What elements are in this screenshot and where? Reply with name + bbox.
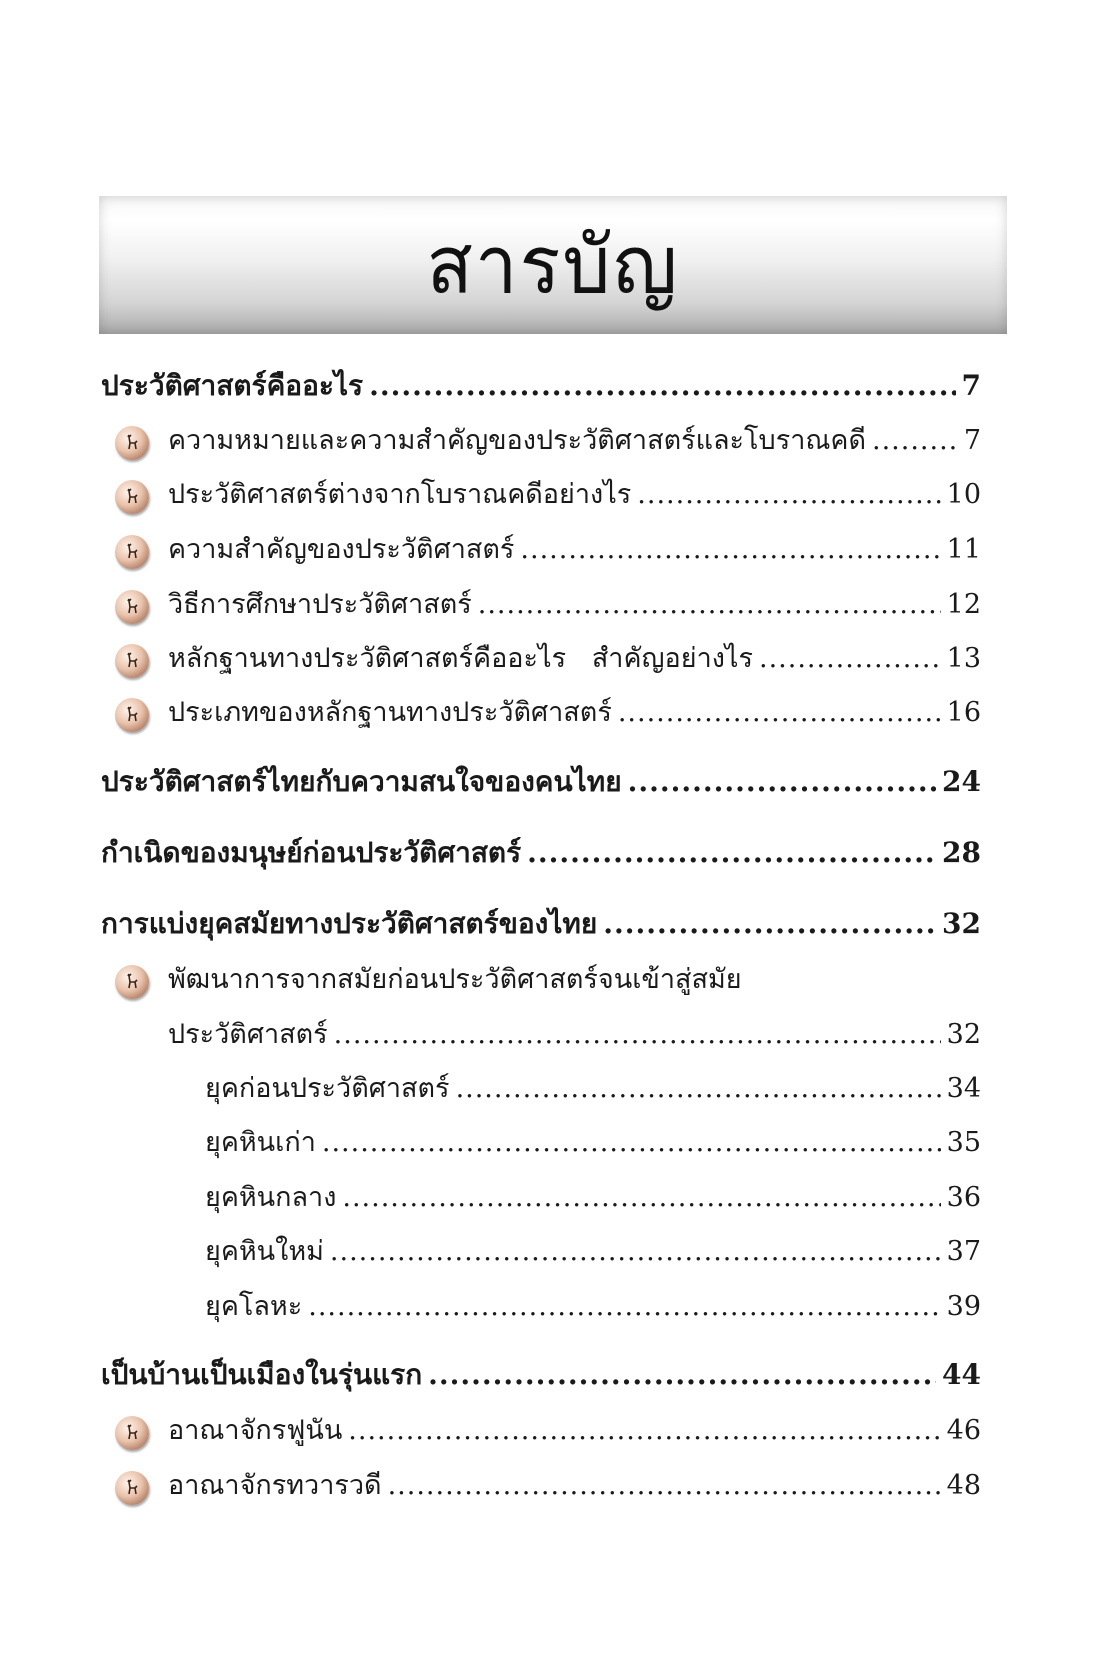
toc-entry-label: ความหมายและความสำคัญของประวัติศาสตร์และโบราณคดี <box>168 425 867 456</box>
dot-leader <box>334 1019 941 1050</box>
dot-leader <box>759 643 941 674</box>
toc-entry-page: 7 <box>961 369 981 402</box>
dot-leader <box>330 1236 941 1267</box>
toc-entry-page: 28 <box>942 836 981 869</box>
toc-entry-page: 37 <box>946 1236 981 1267</box>
toc-entry[interactable] <box>101 1353 981 1403</box>
deer-medallion-icon <box>115 965 149 999</box>
page-title: สารบัญ <box>426 217 680 312</box>
dot-leader <box>520 534 940 565</box>
dot-leader <box>348 1415 940 1446</box>
toc-entry[interactable] <box>101 364 981 414</box>
deer-medallion-icon <box>115 535 149 569</box>
toc-entry-label: ประวัติศาสตร์ไทยกับความสนใจของคนไทย <box>101 765 622 798</box>
toc-entry[interactable] <box>168 957 981 1007</box>
toc-entry-page: 10 <box>946 479 981 510</box>
toc-entry[interactable] <box>168 690 981 740</box>
toc-entry-label: ประวัติศาสตร์คืออะไร <box>101 369 364 402</box>
toc-entry-label: ยุคหินเก่า <box>205 1127 316 1158</box>
toc-entry-label: พัฒนาการจากสมัยก่อนประวัติศาสตร์จนเข้าสู่สมัย <box>168 964 742 995</box>
toc-entry[interactable] <box>205 1175 981 1225</box>
dot-leader <box>872 425 958 456</box>
dot-leader <box>428 1358 936 1391</box>
toc-entry-page: 24 <box>942 765 981 798</box>
toc-entry[interactable] <box>168 1012 981 1062</box>
toc-entry-label: ยุคโลหะ <box>205 1291 303 1322</box>
dot-leader <box>637 479 940 510</box>
toc-entry[interactable] <box>101 760 981 810</box>
toc-entry[interactable] <box>205 1120 981 1170</box>
toc-entry[interactable] <box>205 1066 981 1116</box>
toc-entry-label: อาณาจักรทวารวดี <box>168 1470 382 1501</box>
toc-entry-page: 46 <box>946 1415 981 1446</box>
deer-medallion-icon <box>115 698 149 732</box>
deer-medallion-icon <box>115 644 149 678</box>
toc-entry-page: 12 <box>946 589 981 620</box>
toc-entry[interactable] <box>168 527 981 577</box>
deer-medallion-icon <box>115 1416 149 1450</box>
toc-entry-page: 36 <box>946 1182 981 1213</box>
toc-entry-label: กำเนิดของมนุษย์ก่อนประวัติศาสตร์ <box>101 836 522 869</box>
dot-leader <box>388 1470 941 1501</box>
deer-medallion-icon <box>115 426 149 460</box>
deer-medallion-icon <box>115 590 149 624</box>
toc-entry-page: 16 <box>946 697 981 728</box>
toc-entry-page: 11 <box>946 534 981 565</box>
toc-entry-page: 32 <box>946 1019 981 1050</box>
deer-medallion-icon <box>115 1471 149 1505</box>
dot-leader <box>369 369 955 402</box>
toc-entry-label: ประวัติศาสตร์ <box>168 1019 328 1050</box>
dot-leader <box>527 836 936 869</box>
toc-entry[interactable] <box>205 1284 981 1334</box>
toc-entry-label: การแบ่งยุคสมัยทางประวัติศาสตร์ของไทย <box>101 907 598 940</box>
toc-entry[interactable] <box>168 636 981 686</box>
toc-entry-label: ยุคหินใหม่ <box>205 1236 324 1267</box>
dot-leader <box>478 589 941 620</box>
deer-medallion-icon <box>115 480 149 514</box>
toc-entry-page: 44 <box>942 1358 981 1391</box>
toc-entry[interactable] <box>205 1229 981 1279</box>
toc-entry-label: ยุคก่อนประวัติศาสตร์ <box>205 1073 450 1104</box>
toc-entry[interactable] <box>168 582 981 632</box>
toc-entry-label: ยุคหินกลาง <box>205 1182 337 1213</box>
dot-leader <box>322 1127 941 1158</box>
dot-leader <box>628 765 936 798</box>
toc-entry-page: 13 <box>946 643 981 674</box>
toc-entry-page: 48 <box>946 1470 981 1501</box>
toc-entry-label: หลักฐานทางประวัติศาสตร์คืออะไร สำคัญอย่างไร <box>168 643 753 674</box>
title-banner <box>99 196 1007 334</box>
toc-entry[interactable] <box>101 902 981 952</box>
dot-leader <box>308 1291 940 1322</box>
toc-entry-label: อาณาจักรฟูนัน <box>168 1415 343 1446</box>
toc-entry[interactable] <box>101 831 981 881</box>
toc-entry-label: ความสำคัญของประวัติศาสตร์ <box>168 534 515 565</box>
toc-entry[interactable] <box>168 1408 981 1458</box>
toc-entry-label: เป็นบ้านเป็นเมืองในรุ่นแรก <box>101 1358 423 1391</box>
dot-leader <box>342 1182 940 1213</box>
toc-entry-page: 35 <box>946 1127 981 1158</box>
toc-entry-label: ประเภทของหลักฐานทางประวัติศาสตร์ <box>168 697 612 728</box>
dot-leader <box>456 1073 941 1104</box>
toc-entry[interactable] <box>168 418 981 468</box>
toc-entry-page: 39 <box>946 1291 981 1322</box>
toc-entry-label: วิธีการศึกษาประวัติศาสตร์ <box>168 589 472 620</box>
toc-entry-page: 32 <box>942 907 981 940</box>
toc-entry[interactable] <box>168 1463 981 1513</box>
dot-leader <box>603 907 936 940</box>
toc-entry-page: 7 <box>963 425 981 456</box>
toc-entry[interactable] <box>168 472 981 522</box>
toc-entry-page: 34 <box>946 1073 981 1104</box>
toc-entry-label: ประวัติศาสตร์ต่างจากโบราณคดีอย่างไร <box>168 479 632 510</box>
dot-leader <box>618 697 941 728</box>
